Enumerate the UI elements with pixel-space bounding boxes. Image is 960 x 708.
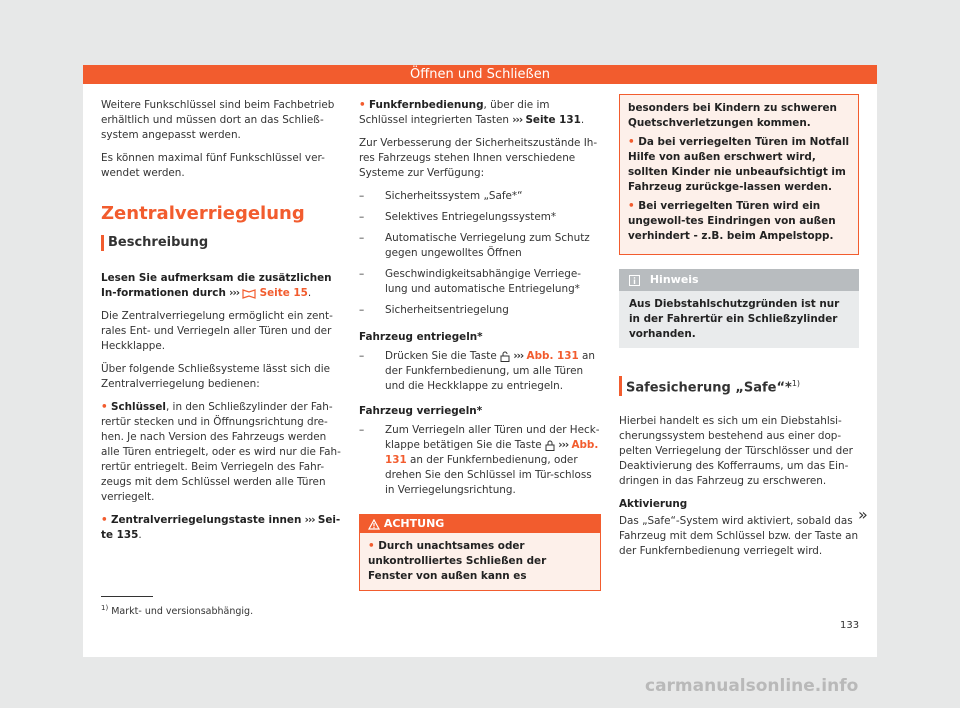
figure-link[interactable]: Abb. 131 bbox=[385, 439, 599, 466]
list-item: – Zum Verriegeln aller Türen und der Heck-klappe betätigen Sie die Taste ››› Abb. 131 an der Funkfernbedienung, oder drehen Sie den Schlüssel im Tür-schloss in Verriegelungsrichtung. bbox=[359, 424, 600, 496]
continued-icon: » bbox=[858, 505, 868, 524]
lock-icon bbox=[545, 440, 555, 451]
paragraph: Zur Verbesserung der Sicherheitszustände Ih-res Fahrzeugs stehen Ihnen verschiedene Systeme zur Verfügung: bbox=[359, 137, 598, 179]
list-item: – Selektives Entriegelungssystem* bbox=[359, 211, 557, 223]
sub-title: Beschreibung bbox=[101, 235, 341, 251]
column-3 bbox=[619, 98, 859, 567]
lead-paragraph: Lesen Sie aufmerksam die zusätzlichen In-formationen durch ››› Seite 15. bbox=[101, 272, 332, 299]
list-item: – Sicherheitsentriegelung bbox=[359, 304, 509, 316]
list-item: • Schlüssel, in den Schließzylinder der Fah-rertür stecken und in Öffnungsrichtung dre-hen. Je nach Version des Fahrzeugs werden alle Türen entriegelt, oder es wird nur die Fah-rertür entriegelt. Beim Verriegeln des Fahr-zeugs mit dem Schlüssel werden alle Türen verriegelt. bbox=[101, 401, 341, 503]
list-item: • Funkfernbedienung, über die im Schlüssel integrierten Tasten ››› Seite 131. bbox=[359, 99, 585, 126]
list-item: – Geschwindigkeitsabhängige Verriege-lung und automatische Entriegelung* bbox=[359, 268, 581, 295]
page-header: Öffnen und Schließen bbox=[83, 65, 877, 84]
list-item: – Sicherheitssystem „Safe*“ bbox=[359, 190, 523, 202]
paragraph: Über folgende Schließsysteme lässt sich die Zentralverriegelung bedienen: bbox=[101, 363, 331, 390]
page-link[interactable]: Seite 15 bbox=[259, 287, 308, 299]
page-link[interactable]: Seite 131 bbox=[525, 114, 581, 126]
paragraph: Hierbei handelt es sich um ein Diebstahlsi-cherungssystem bestehend aus einer dop-pelten Verriegelung der Türschlösser und der Deaktivierung des Kofferraums, um das Ein-dringen in das Fahrzeug zu erschweren. bbox=[619, 415, 853, 488]
subheading: Fahrzeug verriegeln* bbox=[359, 405, 483, 417]
section-title: Safesicherung „Safe“*$^{1)}$ bbox=[619, 376, 859, 396]
hint-box: Hinweis Aus Diebstahlschutzgründen ist nur in der Fahrertür ein Schließzylinder vorhanden. bbox=[619, 269, 859, 348]
warning-box: ACHTUNG • Durch unachtsames oder unkontrolliertes Schließen der Fenster von außen kann es bbox=[359, 514, 601, 591]
section-title: Zentralverriegelung bbox=[101, 203, 305, 224]
column-1 bbox=[101, 98, 341, 551]
paragraph: Das „Safe“-System wird aktiviert, sobald das Fahrzeug mit dem Schlüssel bzw. der Taste an der Funkfernbedienung verriegelt wird. bbox=[619, 515, 859, 558]
paragraph: Es können maximal fünf Funkschlüssel ver-wendet werden. bbox=[101, 152, 325, 179]
page-link[interactable]: Sei-te 135 bbox=[101, 514, 341, 541]
info-icon bbox=[629, 275, 640, 286]
column-2 bbox=[359, 98, 601, 591]
page-number: 133 bbox=[840, 620, 860, 631]
list-item: • Zentralverriegelungstaste innen ››› Sei-te 135. bbox=[101, 514, 341, 541]
figure-link[interactable]: Abb. 131 bbox=[526, 350, 579, 362]
list-item: – Drücken Sie die Taste ››› Abb. 131 an der Funkfernbedienung, um alle Türen und die Heckklappe zu entriegeln. bbox=[359, 350, 595, 392]
unlock-icon bbox=[500, 351, 510, 362]
list-item: – Automatische Verriegelung zum Schutz gegen ungewolltes Öffnen bbox=[359, 232, 590, 259]
footnote: $^{1)}$ Markt- und versionsabhängig. bbox=[101, 604, 254, 618]
warning-icon bbox=[368, 519, 380, 530]
book-icon bbox=[242, 288, 256, 299]
watermark: carmanualsonline.info bbox=[645, 676, 859, 696]
paragraph: Die Zentralverriegelung ermöglicht ein zent-rales Ent- und Verriegeln aller Türen und der Heckklappe. bbox=[101, 310, 333, 352]
paragraph: Weitere Funkschlüssel sind beim Fachbetrieb erhältlich und müssen dort an das Schließ-system angepasst werden. bbox=[101, 99, 335, 141]
subheading: Fahrzeug entriegeln* bbox=[359, 331, 483, 343]
subheading: Aktivierung bbox=[619, 498, 688, 511]
warning-box-continued: besonders bei Kindern zu schweren Quetschverletzungen kommen. • Da bei verriegelten Türen im Notfall Hilfe von außen erschwert wird, sollten Kinder nie unbeaufsichtigt im Fahrzeug zurückge-lassen werden. • Bei verriegelten Türen wird ein ungewoll-tes Eindringen von außen verhindert - z.B. beim Ampelstopp. bbox=[619, 94, 859, 255]
footnote-divider bbox=[101, 596, 153, 597]
